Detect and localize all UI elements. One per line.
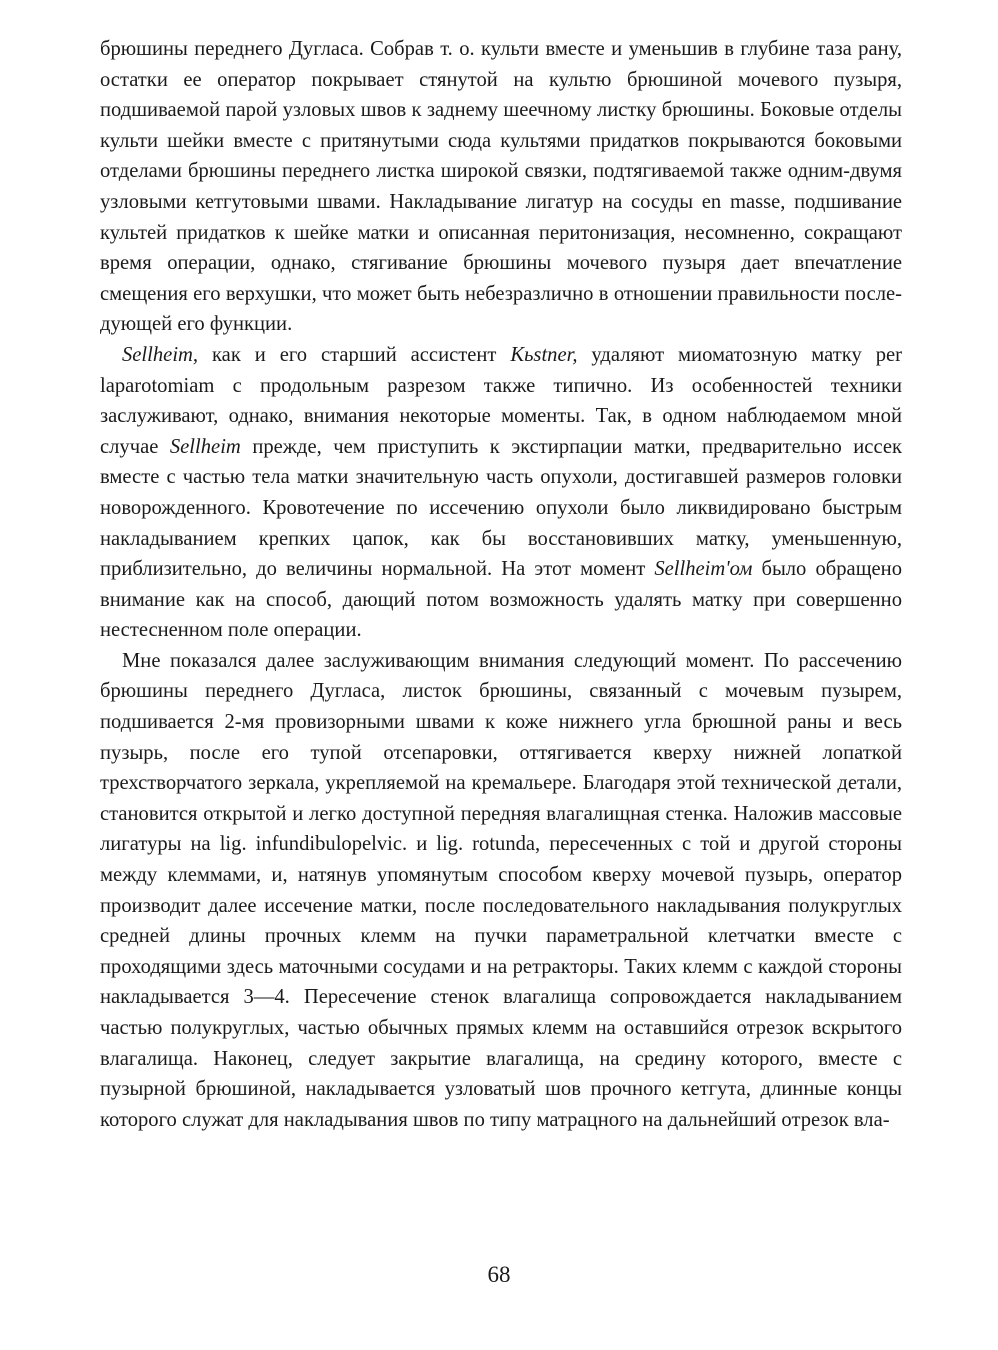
paragraph — [100, 34, 902, 340]
text-run: удаляют миоматозную матку per laparotomiam с продольным разрезом также типично. Из особенностей техники заслуживают, однако, внимания некоторые моменты. Так, в одном наблюдаемом мной случае — [100, 343, 902, 458]
italic-name: Sellheim — [169, 435, 241, 458]
paragraph — [100, 646, 902, 1136]
paragraph — [100, 340, 902, 646]
page-body — [100, 34, 902, 1135]
text-run: было обращено внимание как на способ, дающий потом возможность удалять матку при совершенно нестесненном поле операции. — [100, 558, 903, 642]
italic-name: Sellheim'ом — [654, 558, 753, 581]
text-run: прежде, чем приступить к экстирпации матки, предварительно иссек вместе с частью тела матки значительную часть опухоли, достигавшей размеров головки новорожденного. Кровотечение по иссечению опухоли было ликвидировано быстрым накладыванием крепких цапок, как бы восстановивших матку, уменьшенную, приблизительно, до величины нормальной. На этот момент — [100, 435, 902, 581]
text-run: Мне показался далее заслуживающим внимания следующий момент. По рассечению брюшины переднего Дугласа, листок брюшины, связанный с мочевым пузырем, подшивается 2-мя провизорными швами к коже нижнего угла брюшной раны и весь пузырь, после его тупой отсепаровки, оттягивается кверху нижней лопаткой трехстворчатого зеркала, укрепляемой на кремальере. Благодаря этой технической детали, становится открытой и легко доступной передняя влагалищная стенка. Наложив массовые лигатуры на lig. infundibulopelvic. и lig. rotunda, пересеченных с той и другой стороны между клеммами, и, натянув упомянутым способом кверху мочевой пузырь, оператор производит далее иссечение матки, после последовательного накладывания полукруглых средней длины прочных клемм на пучки параметральной клетчатки вместе с проходящими здесь маточными сосудами и на ретракторы. Таких клемм с каждой стороны накладывается 3—4. Пересечение стенок влагалища сопровождается накладыванием частью полукруглых, частью обычных прямых клемм на оставшийся отрезок вскрытого влагалища. Наконец, следует закрытие влагалища, на средину которого, вместе с пузырной брюшиной, накладывается узловатый шов прочного кетгута, длинные концы которого служат для накладывания швов по типу матрацного на дальнейший отрезок вла- — [100, 649, 902, 1131]
page-number: 68 — [487, 1262, 511, 1287]
italic-name: Kьstner, — [510, 343, 578, 366]
text-run: как и его старший ассистент — [198, 343, 511, 366]
italic-name: Sellheim, — [122, 343, 199, 366]
text-run: брюшины переднего Дугласа. Собрав т. о. культи вместе и уменьшив в глубине таза рану, остатки ее оператор покрывает стянутой на культю брюшиной мочевого пузыря, подшиваемой парой узловых швов к заднему шеечному листку брюшины. Боковые отделы культи шейки вместе с притянутыми сюда культями придатков покрываются боковыми отделами брюшины переднего листка широкой связки, подтягиваемой также одним-двумя узловыми кетгутовыми швами. Накладывание лигатур на сосуды en masse, подшивание культей придатков к шейке матки и описанная перитонизация, несомненно, сокращают время операции, однако, стягивание брюшины мочевого пузыря дает впечатление смещения его верхушки, что может быть небезразлично в отношении правильности последующей его функции. — [100, 38, 902, 336]
